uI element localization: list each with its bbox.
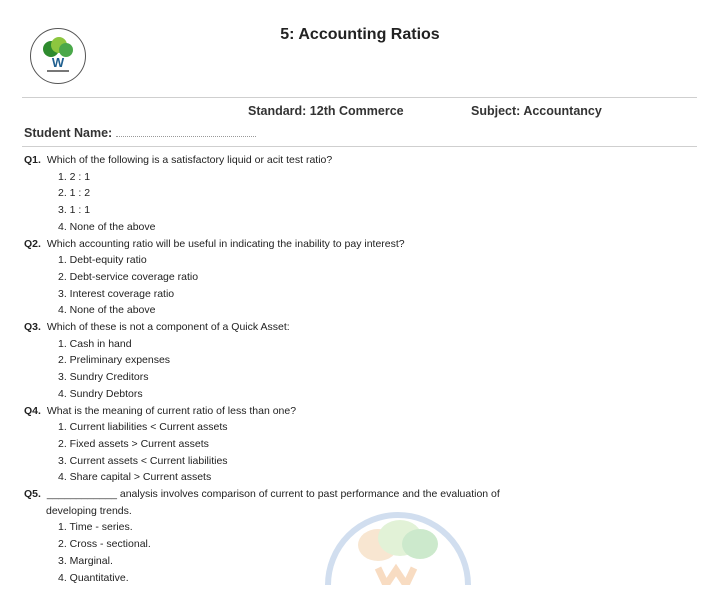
student-name-label: Student Name:	[24, 126, 113, 140]
option: 4. None of the above	[58, 220, 156, 233]
option: 4. Share capital > Current assets	[58, 471, 212, 484]
question-4	[24, 403, 644, 420]
question-1	[24, 152, 644, 169]
logo-letter: W	[51, 55, 65, 70]
option: 2. Debt-service coverage ratio	[58, 270, 199, 283]
question-text: What is the meaning of current ratio of less than one?	[46, 404, 297, 417]
option: 2. Fixed assets > Current assets	[58, 437, 209, 450]
question-number: Q2.	[24, 237, 41, 250]
option: 3. 1 : 1	[58, 204, 91, 217]
info-divider	[22, 146, 697, 147]
page-title: 5: Accounting Ratios	[280, 26, 440, 43]
question-text-continued: developing trends.	[46, 504, 132, 517]
question-number: Q4.	[24, 404, 41, 417]
option: 3. Sundry Creditors	[58, 371, 149, 384]
option: 3. Current assets < Current liabilities	[58, 454, 228, 467]
option: 3. Marginal.	[58, 554, 113, 567]
option: 4. Sundry Debtors	[58, 387, 143, 400]
question-number: Q1.	[24, 154, 41, 166]
option: 1. Time - series.	[58, 521, 133, 534]
watermark-icon	[318, 490, 478, 585]
question-number: Q5.	[24, 488, 41, 501]
header-divider	[22, 97, 697, 98]
question-3	[24, 319, 644, 336]
option: 1. Cash in hand	[58, 337, 132, 350]
option: 1. 2 : 1	[58, 170, 91, 183]
standard-label: Standard: 12th Commerce	[248, 104, 404, 118]
student-name-blank	[116, 126, 256, 137]
subject-label: Subject: Accountancy	[471, 104, 602, 118]
option: 2. Preliminary expenses	[58, 354, 171, 367]
option: 3. Interest coverage ratio	[58, 287, 175, 300]
question-text: Which of the following is a satisfactory liquid or acit test ratio?	[46, 154, 333, 166]
option: 1. Debt-equity ratio	[58, 254, 147, 267]
question-text: Which accounting ratio will be useful in indicating the inability to pay interest?	[46, 237, 405, 250]
option: 4. None of the above	[58, 304, 156, 317]
option: 4. Quantitative.	[58, 571, 129, 584]
question-2	[24, 236, 644, 253]
option: 1. Current liabilities < Current assets	[58, 421, 228, 434]
option: 2. Cross - sectional.	[58, 538, 151, 551]
option: 2. 1 : 2	[58, 187, 91, 200]
student-name-field	[24, 126, 256, 140]
question-text: Which of these is not a component of a Quick Asset:	[46, 321, 290, 334]
question-text: ____________ analysis involves comparison of current to past performance and the evaluation of	[46, 488, 500, 501]
watermark-logo	[318, 490, 478, 585]
question-number: Q3.	[24, 321, 41, 334]
